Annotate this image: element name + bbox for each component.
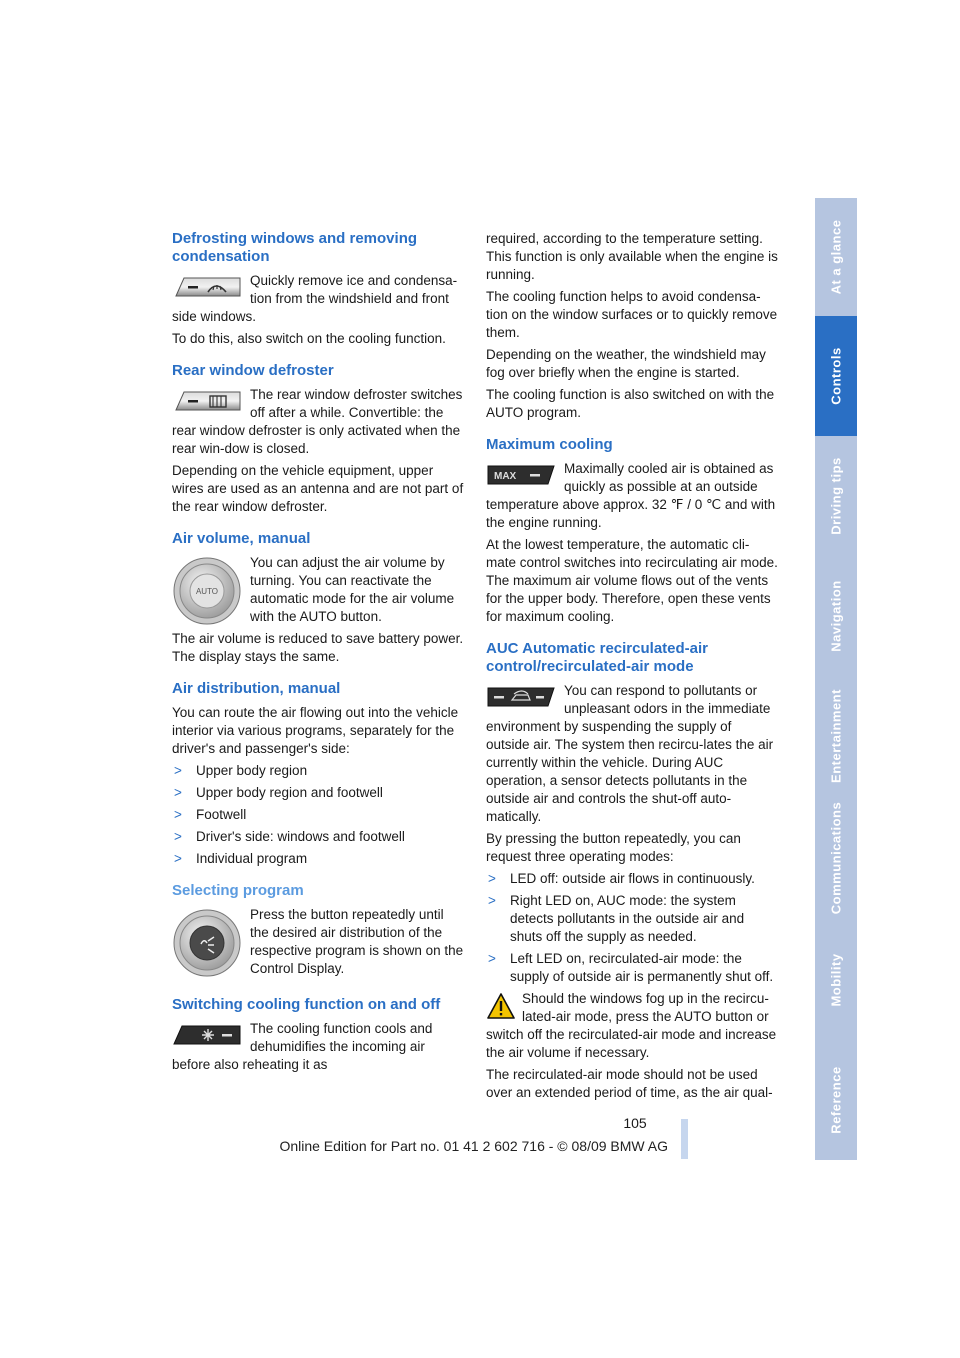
section-selecting-program: Selecting program Press the button repeatedly until the desired air distribution of the respective program is shown on the Control Display.	[172, 882, 464, 976]
sidebar-tab-controls[interactable]: Controls	[815, 316, 857, 437]
air-distribution-knob-icon	[172, 908, 242, 978]
list-item: > Upper body region	[174, 763, 308, 778]
svg-text:MAX: MAX	[494, 471, 517, 482]
heading-air-distribution: Air distribution, manual	[172, 680, 341, 697]
page-number: 105	[623, 1115, 647, 1131]
page-marker-bar	[681, 1119, 688, 1159]
section-auc: AUC Automatic recirculated-air control/recirculated-air mode You can respond to pollutants or unpleasant odors in the immediate environment by suspending the supply of outside air. The system then recircu-lates the air currently within the vehicle. During AUC operation, a sensor detects pollutants in the outside air and controls the shut-off auto-matically. By pressing the button repeatedly, you can request three operating modes: > LED off: outside air flows in continuously. > Right LED on, AUC mode: the system detects pollutants in the outside air and shuts off the supply as needed. > Left LED on, recirculated-air mode: the supply of outside air is permanently shut off. Should the windows fog up in the recircu-lated-air mode, press the AUTO button or switch off the recirculated-air mode and increase the air volume if necessary. The recirculated-air mode should not be used over an extended period of time, as the air qual-	[486, 640, 777, 1100]
svg-text:AUTO: AUTO	[195, 587, 219, 596]
right-column	[486, 230, 778, 1116]
heading-selecting-program: Selecting program	[172, 882, 304, 899]
list-item: > Footwell	[174, 807, 247, 822]
sidebar-tab-entertainment[interactable]: Entertainment	[815, 676, 857, 797]
section-air-distribution: Air distribution, manual You can route the air flowing out into the vehicle interior via various programs, separately for the driver's and passenger's side: > Upper body region > Upper body region and footwell > Footwell > Driver's side: windows and footwell > Individual program	[172, 680, 464, 868]
list-item: > LED off: outside air flows in continuously.	[488, 871, 755, 886]
heading-auc: AUC Automatic recirculated-air control/recirculated-air mode	[486, 640, 708, 675]
chapter-sidebar	[815, 198, 857, 1160]
heading-max-cooling: Maximum cooling	[486, 436, 613, 453]
sidebar-tab-at-a-glance[interactable]: At a glance	[815, 198, 857, 317]
defrost-row: Quickly remove ice and condensa-tion from the windshield and front side windows.	[172, 273, 458, 324]
list-item: > Individual program	[174, 851, 308, 866]
sidebar-tab-mobility[interactable]: Mobility	[815, 920, 857, 1041]
list-item: > Left LED on, recirculated-air mode: the supply of outside air is permanently shut off.	[488, 951, 774, 984]
footer-edition: Online Edition for Part no. 01 41 2 602 716 - © 08/09 BMW AG	[279, 1138, 668, 1154]
air-volume-knob-icon	[172, 556, 242, 626]
recirculation-button-icon	[486, 684, 556, 710]
sidebar-tab-communications[interactable]: Communications	[815, 796, 857, 921]
air-distribution-list	[172, 762, 464, 868]
left-column	[172, 230, 464, 1092]
section-air-volume: Air volume, manual AUTO You can adjust the air volume by turning. You can reactivate the automatic mode for the air volume with the AUTO button. The air volume is reduced to save battery power. The display stays the same.	[172, 530, 464, 664]
list-item: > Driver's side: windows and footwell	[174, 829, 405, 844]
heading-air-volume: Air volume, manual	[172, 530, 311, 547]
windshield-defrost-button-icon	[172, 274, 242, 300]
sidebar-tab-navigation[interactable]: Navigation	[815, 556, 857, 677]
section-cooling: Switching cooling function on and off The cooling function cools and dehumidifies the incoming air before also reheating it as	[172, 996, 464, 1078]
warning-note: Should the windows fog up in the recircu-lated-air mode, press the AUTO button or switch off the recirculated-air mode and increase the air volume if necessary.	[486, 991, 777, 1060]
section-defrost: Defrosting windows and removing condensation Quickly remove ice and condensa-tion from the windshield and front side windows. To do this, also switch on the cooling function.	[172, 230, 464, 348]
list-item: > Upper body region and footwell	[174, 785, 383, 800]
section-max-cooling: Maximum cooling MAX Maximally cooled air is obtained as quickly as possible at an outside temperature above approx. 32 ℉ / 0 ℃ and with the engine running. At the lowest temperature, the automatic cli-mate control switches into recirculating air mode. The maximum air volume flows out of the vents for the upper body. Therefore, open these vents for maximum cooling.	[486, 436, 778, 624]
section-rear-defroster: Rear window defroster The rear window defroster switches off after a while. Convertible: the rear window defroster is only activated when the rear win-dow is closed. Depending on the vehicle equipment, upper wires are used as an antenna and are not part of the rear window defroster.	[172, 362, 464, 514]
list-item: > Right LED on, AUC mode: the system detects pollutants in the outside air and shuts off the supply as needed.	[488, 893, 745, 944]
max-cooling-button-icon	[486, 462, 556, 488]
section-cooling-continued: required, according to the temperature setting. This function is only available when the engine is running. The cooling function helps to avoid condensa-tion on the window surfaces or to quickly remove them. Depending on the weather, the windshield may fog over briefly when the engine is started. The cooling function is also switched on with the AUTO program.	[486, 231, 778, 420]
auc-modes-list	[486, 870, 778, 986]
cooling-button-icon	[172, 1022, 242, 1048]
sidebar-tab-driving-tips[interactable]: Driving tips	[815, 436, 857, 557]
heading-cooling: Switching cooling function on and off	[172, 996, 441, 1013]
sidebar-tab-reference[interactable]: Reference	[815, 1040, 857, 1161]
rear-defrost-button-icon	[172, 388, 242, 414]
warning-triangle-icon	[486, 992, 516, 1020]
heading-rear-defroster: Rear window defroster	[172, 362, 334, 379]
heading-defrost: Defrosting windows and removing condensation	[172, 230, 418, 265]
